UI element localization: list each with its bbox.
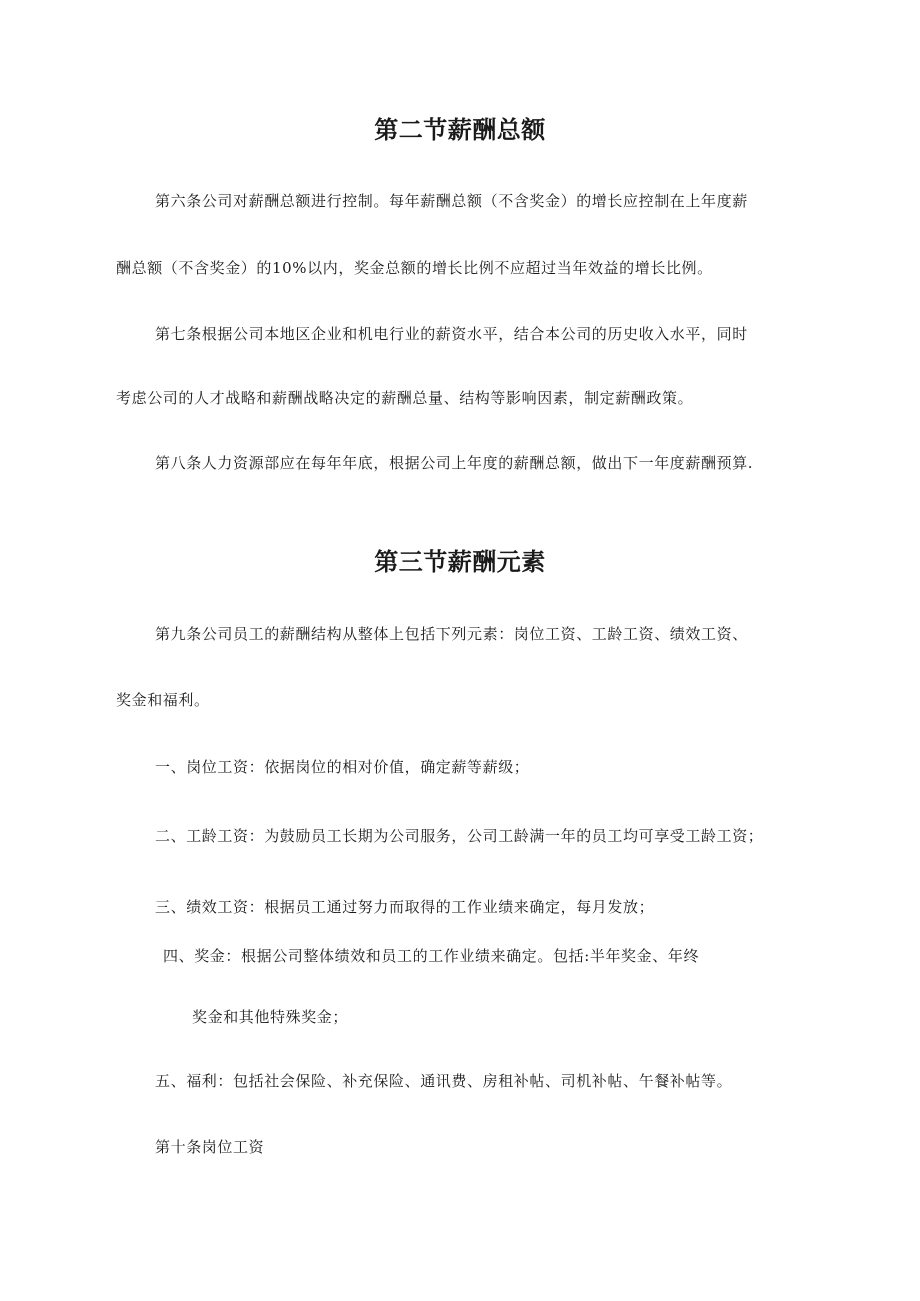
article-7-line-2: 考虑公司的人才战略和薪酬战略决定的薪酬总量、结构等影响因素，制定薪酬政策。 bbox=[116, 389, 694, 407]
article-9-line-2: 奖金和福利。 bbox=[116, 691, 210, 709]
article-7-line-1: 第七条根据公司本地区企业和机电行业的薪资水平，结合本公司的历史收入水平，同时 bbox=[155, 325, 748, 343]
section-3-heading: 第三节薪酬元素 bbox=[374, 548, 546, 576]
list-item-performance-salary: 三、绩效工资：根据员工通过努力而取得的工作业绩来确定，每月发放； bbox=[155, 898, 655, 916]
article-10-heading: 第十条岗位工资 bbox=[155, 1138, 265, 1156]
article-6-line-1: 第六条公司对薪酬总额进行控制。每年薪酬总额（不含奖金）的增长应控制在上年度薪 bbox=[155, 192, 748, 210]
section-2-heading: 第二节薪酬总额 bbox=[374, 116, 546, 144]
list-item-bonus-line-2: 奖金和其他特殊奖金； bbox=[192, 1008, 349, 1026]
article-6-line-2: 酬总额（不含奖金）的10%以内，奖金总额的增长比例不应超过当年效益的增长比例。 bbox=[116, 259, 713, 277]
article-9-line-1: 第九条公司员工的薪酬结构从整体上包括下列元素：岗位工资、工龄工资、绩效工资、 bbox=[155, 625, 748, 643]
list-item-seniority-salary: 二、工龄工资：为鼓励员工长期为公司服务，公司工龄满一年的员工均可享受工龄工资； bbox=[155, 827, 764, 845]
list-item-benefits: 五、福利：包括社会保险、补充保险、通讯费、房租补帖、司机补帖、午餐补帖等。 bbox=[155, 1072, 733, 1090]
list-item-bonus-line-1: 四、奖金：根据公司整体绩效和员工的工作业绩来确定。包括:半年奖金、年终 bbox=[163, 947, 700, 965]
list-item-position-salary: 一、岗位工资：依据岗位的相对价值，确定薪等薪级； bbox=[155, 758, 530, 776]
article-8-line-1: 第八条人力资源部应在每年年底，根据公司上年度的薪酬总额，做出下一年度薪酬预算. bbox=[155, 454, 754, 472]
